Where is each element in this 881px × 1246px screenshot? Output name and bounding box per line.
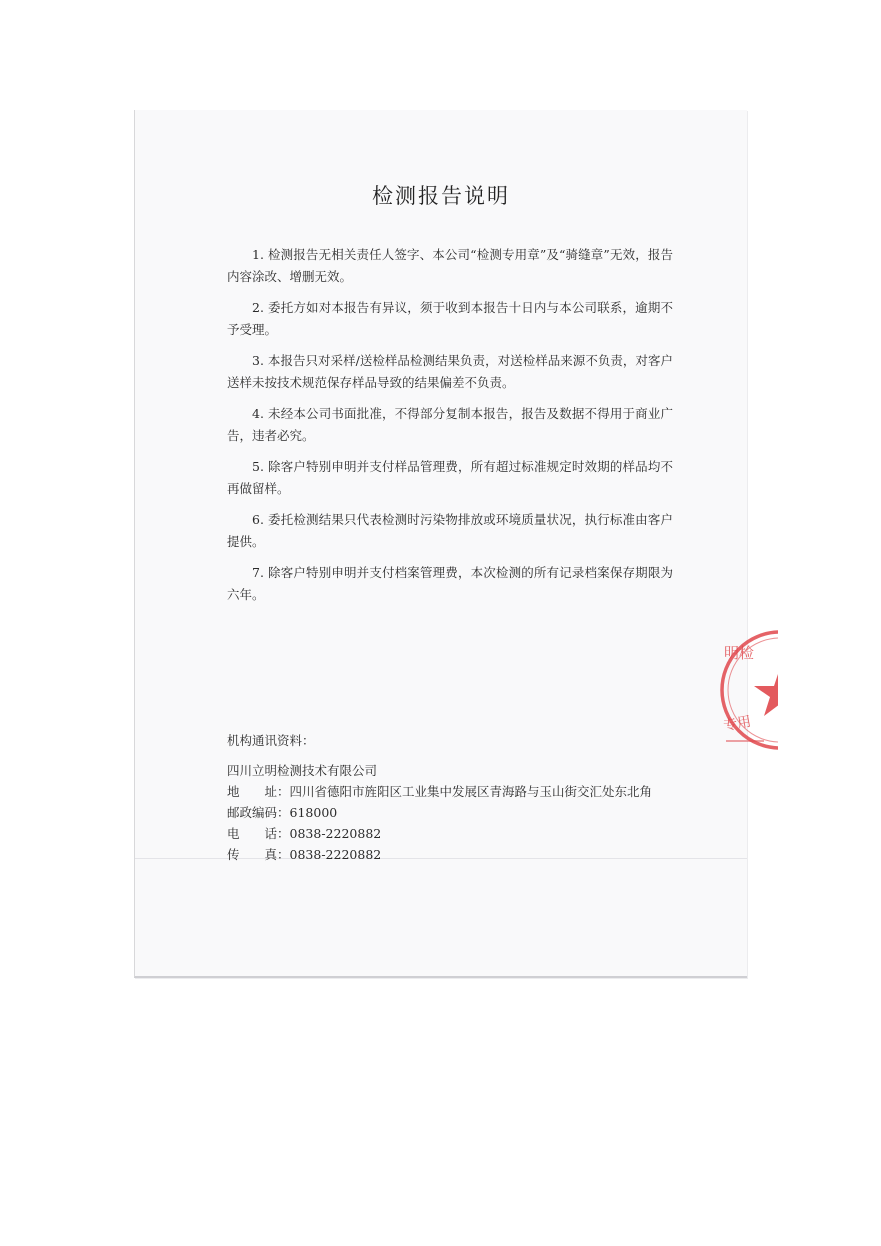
svg-text:明检: 明检 <box>724 644 755 662</box>
postcode-label: 邮政编码： <box>227 805 290 820</box>
postcode-value: 618000 <box>289 805 338 820</box>
contact-heading: 机构通讯资料： <box>227 733 315 748</box>
phone-row <box>227 823 697 844</box>
note-item-6: 6. 委托检测结果只代表检测时污染物排放或环境质量状况，执行标准由客户提供。 <box>227 512 673 549</box>
note-item-2: 2. 委托方如对本报告有异议，须于收到本报告十日内与本公司联系，逾期不予受理。 <box>227 300 673 337</box>
company-name: 四川立明检测技术有限公司 <box>227 763 378 778</box>
fax-value: 0838-2220882 <box>289 847 382 862</box>
phone-label: 电 话： <box>227 826 290 841</box>
note-item-1: 1. 检测报告无相关责任人签字、本公司“检测专用章”及“骑缝章”无效，报告内容涂改、增删无效。 <box>227 247 673 284</box>
postcode-row <box>227 802 697 823</box>
contact-info <box>227 730 697 865</box>
scanned-page <box>134 110 747 978</box>
phone-value: 0838-2220882 <box>289 826 382 841</box>
page-title: 检测报告说明 <box>372 184 510 208</box>
note-item-5: 5. 除客户特别申明并支付样品管理费，所有超过标准规定时效期的样品均不再做留样。 <box>227 459 673 496</box>
note-item-4: 4. 未经本公司书面批准，不得部分复制本报告，报告及数据不得用于商业广告，违者必究。 <box>227 406 673 443</box>
note-item-3: 3. 本报告只对采样/送检样品检测结果负责，对送检样品来源不负责，对客户送样未按技术规范保存样品导致的结果偏差不负责。 <box>227 353 673 390</box>
address-value: 四川省德阳市旌阳区工业集中发展区青海路与玉山街交汇处东北角 <box>289 784 653 799</box>
notes-list <box>227 244 673 615</box>
svg-text:专用: 专用 <box>722 713 753 735</box>
note-item-7: 7. 除客户特别申明并支付档案管理费，本次检测的所有记录档案保存期限为六年。 <box>227 565 673 602</box>
seal-stamp <box>718 628 778 752</box>
address-row <box>227 781 697 802</box>
address-label: 地 址： <box>227 784 290 799</box>
fax-label: 传 真： <box>227 847 290 862</box>
fax-row <box>227 844 697 865</box>
